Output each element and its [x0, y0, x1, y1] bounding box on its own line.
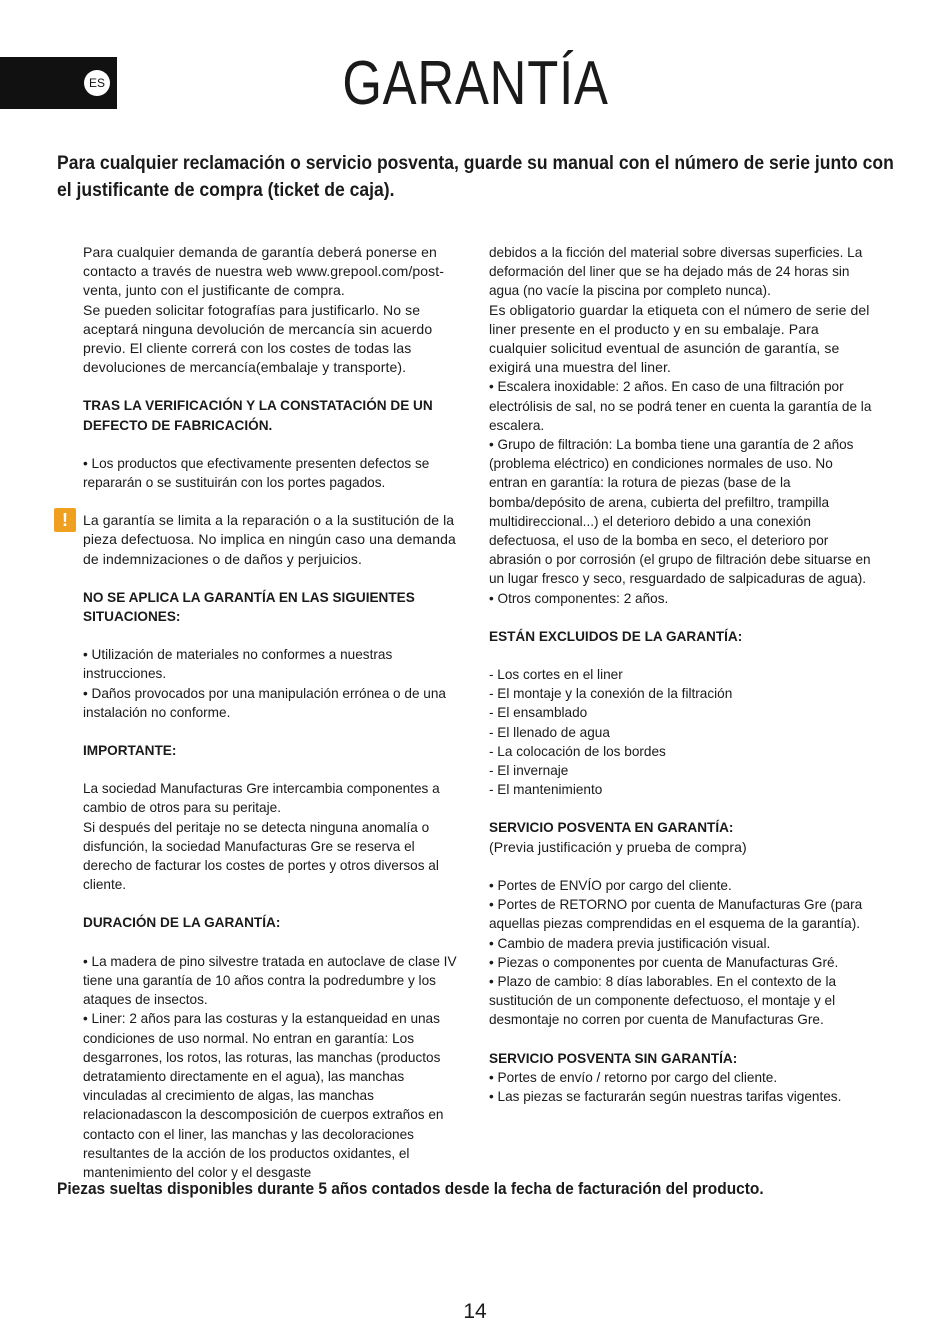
- warning-text: La garantía se limita a la reparación o a la sustitución de la pieza defectuosa. No implica en ningún caso una demanda de indemnizaciones o de daños y perjuicios.: [83, 512, 456, 567]
- service-with-warranty-subheading: (Previa justificación y prueba de compra): [489, 838, 747, 855]
- contact-paragraph: Para cualquier demanda de garantía deberá ponerse en contacto a través de nuestra web www.grepool.com/post-venta, junto con el justificante de compra.: [83, 244, 445, 299]
- language-badge: ES: [84, 70, 110, 96]
- left-column: [62, 243, 461, 1182]
- intro-notice: Para cualquier reclamación o servicio posventa, guarde su manual con el número de serie junto con el justificante de compra (ticket de caja).: [57, 152, 894, 201]
- ladder-warranty: • Escalera inoxidable: 2 años. En caso de una filtración por electrólisis de sal, no se podrá tener en cuenta la garantía de la escalera.: [489, 379, 872, 433]
- service-with-warranty-item: • Portes de ENVÍO por cargo del cliente.: [489, 877, 732, 893]
- important-heading: IMPORTANTE:: [83, 743, 177, 759]
- warning-block: [62, 510, 461, 569]
- duration-item: • La madera de pino silvestre tratada en autoclave de clase IV tiene una garantía de 10 años contra la podredumbre y los ataques de insectos.: [83, 953, 457, 1008]
- service-without-warranty-item: • Las piezas se facturarán según nuestras tarifas vigentes.: [489, 1088, 842, 1104]
- service-with-warranty-item: • Portes de RETORNO por cuenta de Manufacturas Gre (para aquellas piezas comprendidas en el esquema de la garantía).: [489, 897, 863, 932]
- verification-text: • Los productos que efectivamente presenten defectos se repararán o se sustituirán con los portes pagados.: [83, 455, 430, 491]
- excluded-item: - El mantenimiento: [489, 782, 603, 798]
- page-title: GARANTÍA: [342, 49, 609, 118]
- excluded-item: - El llenado de agua: [489, 724, 610, 740]
- serial-label-notice: Es obligatorio guardar la etiqueta con el número de serie del liner presente en el producto y en su embalaje. Para cualquier solicitud eventual de asunción de garantía, se exigirá una muestra del liner.: [489, 301, 870, 376]
- duration-heading: DURACIÓN DE LA GARANTÍA:: [83, 915, 281, 931]
- page-number: 14: [463, 1300, 487, 1323]
- excluded-item: - Los cortes en el liner: [489, 667, 623, 683]
- verification-heading: TRAS LA VERIFICACIÓN Y LA CONSTATACIÓN DE UN DEFECTO DE FABRICACIÓN.: [83, 398, 433, 433]
- photos-paragraph: Se pueden solicitar fotografías para justificarlo. No se aceptará ninguna devolución de mercancía sin acuerdo previo. El cliente correrá con los costes de todas las devoluciones de mercancía(embalaje y transporte).: [83, 301, 433, 376]
- warning-icon: !: [54, 508, 76, 532]
- not-applicable-item: • Daños provocados por una manipulación errónea o de una instalación no conforme.: [83, 685, 446, 720]
- not-applicable-item: • Utilización de materiales no conformes a nuestras instrucciones.: [83, 647, 393, 682]
- excluded-item: - El invernaje: [489, 763, 569, 779]
- service-with-warranty-item: • Cambio de madera previa justificación visual.: [489, 935, 771, 951]
- service-with-warranty-heading: SERVICIO POSVENTA EN GARANTÍA:: [489, 820, 734, 836]
- important-text: La sociedad Manufacturas Gre intercambia componentes a cambio de otros para su peritaje.: [83, 781, 440, 816]
- filtration-warranty: • Grupo de filtración: La bomba tiene una garantía de 2 años (problema eléctrico) en condiciones normales de uso. No entran en garantía: la rotura de piezas (base de la bomba/depósito de arena, cubierta del prefiltro, trampilla multidireccional...) el deterioro debido a una conexión defectuosa, el uso de la bomba en seco, el deterioro por abrasión o por corrosión (el grupo de filtración debe situarse en un lugar fresco y seco, resguardado de salpicaduras de agua).: [489, 437, 871, 587]
- excluded-item: - La colocación de los bordes: [489, 743, 666, 759]
- excluded-item: - El montaje y la conexión de la filtración: [489, 686, 733, 702]
- excluded-heading: ESTÁN EXCLUIDOS DE LA GARANTÍA:: [489, 628, 743, 644]
- important-text: Si después del peritaje no se detecta ninguna anomalía o disfunción, la sociedad Manufacturas Gre se reserva el derecho de facturar los costes de portes y otros diversos al cliente.: [83, 819, 439, 893]
- liner-continued-text: debidos a la ficción del material sobre diversas superficies. La deformación del liner que se ha dejado más de 24 horas sin agua (no vacíe la piscina por completo nunca).: [489, 245, 863, 299]
- service-without-warranty-heading: SERVICIO POSVENTA SIN GARANTÍA:: [489, 1050, 738, 1066]
- excluded-item: - El ensamblado: [489, 705, 588, 721]
- service-with-warranty-item: • Piezas o componentes por cuenta de Manufacturas Gré.: [489, 954, 839, 970]
- not-applicable-heading: NO SE APLICA LA GARANTÍA EN LAS SIGUIENTES SITUACIONES:: [83, 589, 415, 625]
- other-components-warranty: • Otros componentes: 2 años.: [489, 590, 669, 606]
- service-with-warranty-item: • Plazo de cambio: 8 días laborables. En el contexto de la sustitución de un componente defectuoso, el montaje y el desmontaje no corren por cuenta de Manufacturas Gre.: [489, 973, 837, 1028]
- duration-item: • Liner: 2 años para las costuras y la estanqueidad en unas condiciones de uso normal. No entran en garantía: Los desgarrones, los rotos, las roturas, las manchas (productos detratamiento directamente en el agua), las manchas vinculadas al crecimiento de algas, las manchas relacionadascon la descomposición de cuerpos extraños en contacto con el liner, las manchas y las decoloraciones resultantes de la acción de los productos oxidantes, el mantenimiento del color y el desgaste: [83, 1011, 444, 1180]
- spare-parts-notice: Piezas sueltas disponibles durante 5 años contados desde la fecha de facturación del producto.: [57, 1179, 764, 1198]
- right-column: [489, 243, 874, 1106]
- service-without-warranty-item: • Portes de envío / retorno por cargo del cliente.: [489, 1069, 778, 1085]
